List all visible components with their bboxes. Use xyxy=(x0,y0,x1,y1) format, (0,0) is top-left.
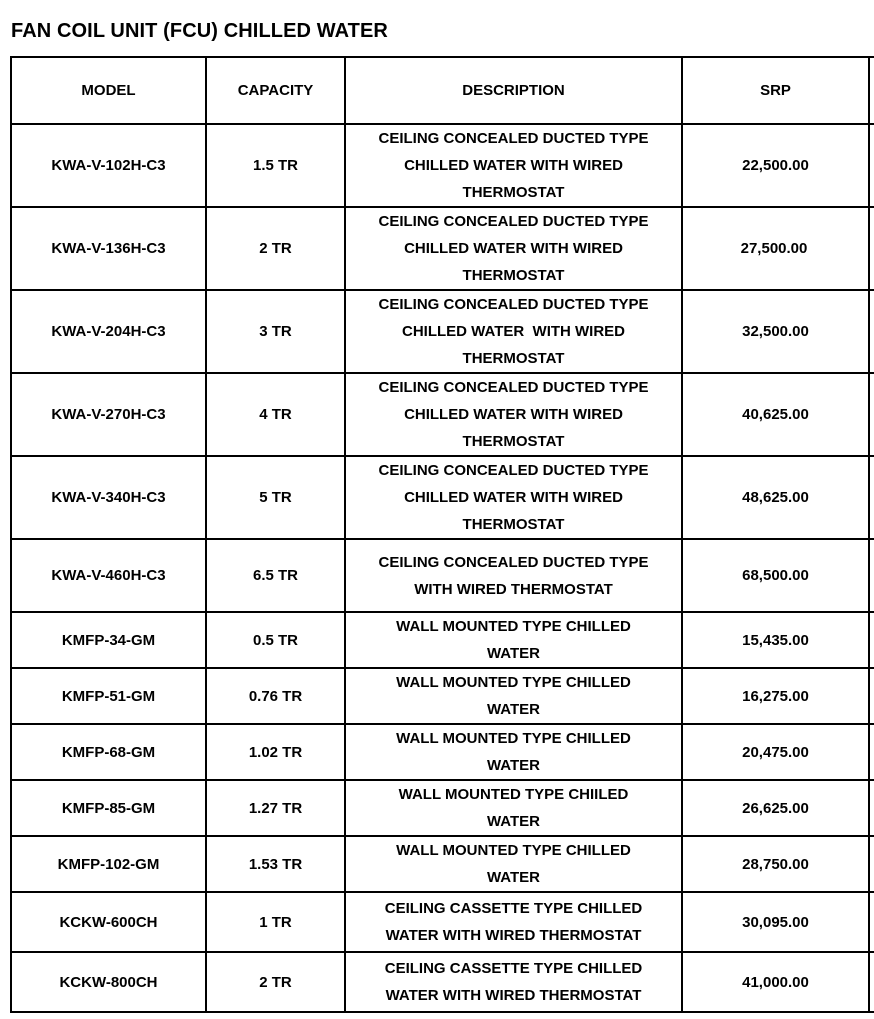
extra-cell xyxy=(869,780,874,836)
srp-cell: 15,435.00 xyxy=(682,612,869,668)
capacity-cell: 1.27 TR xyxy=(206,780,345,836)
table-row xyxy=(11,892,874,952)
capacity-cell: 1.02 TR xyxy=(206,724,345,780)
srp-cell: 22,500.00 xyxy=(682,124,869,207)
capacity-cell: 1.53 TR xyxy=(206,836,345,892)
extra-cell xyxy=(869,456,874,539)
description-cell xyxy=(345,612,682,668)
description-line: CEILING CONCEALED DUCTED TYPE xyxy=(378,213,649,230)
description-line: WALL MOUNTED TYPE CHILLED xyxy=(396,730,631,747)
description-line: THERMOSTAT xyxy=(462,350,565,367)
description-line: WATER WITH WIRED THERMOSTAT xyxy=(385,987,642,1004)
header-description: DESCRIPTION xyxy=(345,57,682,124)
capacity-cell: 5 TR xyxy=(206,456,345,539)
extra-cell xyxy=(869,373,874,456)
model-cell: KWA-V-270H-C3 xyxy=(11,373,206,456)
model-cell: KWA-V-204H-C3 xyxy=(11,290,206,373)
capacity-cell: 0.5 TR xyxy=(206,612,345,668)
capacity-cell: 3 TR xyxy=(206,290,345,373)
extra-cell xyxy=(869,724,874,780)
description-line: THERMOSTAT xyxy=(462,267,565,284)
extra-cell xyxy=(869,207,874,290)
description-cell xyxy=(345,780,682,836)
srp-cell: 28,750.00 xyxy=(682,836,869,892)
description-line: WATER xyxy=(486,701,541,718)
description-line: CEILING CONCEALED DUCTED TYPE xyxy=(378,379,649,396)
table-row xyxy=(11,207,874,290)
price-table xyxy=(10,56,874,1013)
description-line: CHILLED WATER WITH WIRED xyxy=(404,489,623,506)
page-title: FAN COIL UNIT (FCU) CHILLED WATER xyxy=(11,20,388,42)
model-cell: KCKW-800CH xyxy=(11,952,206,1012)
description-line: WATER xyxy=(486,813,541,830)
srp-cell: 48,625.00 xyxy=(682,456,869,539)
description-line: CEILING CONCEALED DUCTED TYPE xyxy=(378,296,649,313)
model-cell: KMFP-68-GM xyxy=(11,724,206,780)
description-cell xyxy=(345,124,682,207)
description-line: WALL MOUNTED TYPE CHILLED xyxy=(396,618,631,635)
table-row xyxy=(11,124,874,207)
extra-cell xyxy=(869,612,874,668)
srp-cell: 26,625.00 xyxy=(682,780,869,836)
model-cell: KWA-V-102H-C3 xyxy=(11,124,206,207)
capacity-cell: 0.76 TR xyxy=(206,668,345,724)
table-row xyxy=(11,290,874,373)
description-line: WALL MOUNTED TYPE CHIILED xyxy=(398,786,629,803)
capacity-cell: 1 TR xyxy=(206,892,345,952)
extra-cell xyxy=(869,836,874,892)
description-line: CEILING CONCEALED DUCTED TYPE xyxy=(378,130,649,147)
model-cell: KWA-V-136H-C3 xyxy=(11,207,206,290)
table-row xyxy=(11,724,874,780)
capacity-cell: 4 TR xyxy=(206,373,345,456)
srp-cell: 41,000.00 xyxy=(682,952,869,1012)
srp-cell: 27,500.00 xyxy=(682,207,869,290)
header-model: MODEL xyxy=(11,57,206,124)
model-cell: KWA-V-460H-C3 xyxy=(11,539,206,612)
description-line: WATER xyxy=(486,757,541,774)
extra-cell xyxy=(869,539,874,612)
description-cell xyxy=(345,539,682,612)
description-line: WATER xyxy=(486,645,541,662)
description-cell xyxy=(345,892,682,952)
description-line: WATER xyxy=(486,869,541,886)
table-row xyxy=(11,456,874,539)
table-row xyxy=(11,612,874,668)
description-line: CHILLED WATER WITH WIRED xyxy=(404,157,623,174)
description-line: WALL MOUNTED TYPE CHILLED xyxy=(396,674,631,691)
extra-cell xyxy=(869,892,874,952)
model-cell: KMFP-51-GM xyxy=(11,668,206,724)
table-row xyxy=(11,373,874,456)
description-line: WATER WITH WIRED THERMOSTAT xyxy=(385,927,642,944)
extra-cell xyxy=(869,290,874,373)
table-row xyxy=(11,952,874,1012)
capacity-cell: 2 TR xyxy=(206,952,345,1012)
description-line: CHILLED WATER WITH WIRED xyxy=(401,323,626,340)
srp-cell: 16,275.00 xyxy=(682,668,869,724)
model-cell: KMFP-102-GM xyxy=(11,836,206,892)
model-cell: KMFP-34-GM xyxy=(11,612,206,668)
description-cell xyxy=(345,724,682,780)
description-line: WITH WIRED THERMOSTAT xyxy=(414,580,613,598)
description-cell xyxy=(345,836,682,892)
extra-cell xyxy=(869,952,874,1012)
table-header-row xyxy=(11,57,874,124)
description-line: WALL MOUNTED TYPE CHILLED xyxy=(396,842,631,859)
description-line: CEILING CONCEALED DUCTED TYPE xyxy=(378,462,649,479)
table-row xyxy=(11,539,874,612)
srp-cell: 68,500.00 xyxy=(682,539,869,612)
description-line: CHILLED WATER WITH WIRED xyxy=(404,240,623,257)
header-capacity: CAPACITY xyxy=(206,57,345,124)
extra-cell xyxy=(869,124,874,207)
description-cell xyxy=(345,207,682,290)
model-cell: KMFP-85-GM xyxy=(11,780,206,836)
model-cell: KCKW-600CH xyxy=(11,892,206,952)
capacity-cell: 1.5 TR xyxy=(206,124,345,207)
model-cell: KWA-V-340H-C3 xyxy=(11,456,206,539)
description-cell xyxy=(345,290,682,373)
srp-cell: 32,500.00 xyxy=(682,290,869,373)
description-line: CHILLED WATER WITH WIRED xyxy=(404,406,623,423)
header-extra xyxy=(869,57,874,124)
description-line: THERMOSTAT xyxy=(462,433,565,450)
description-line: CEILING CASSETTE TYPE CHILLED xyxy=(384,960,643,977)
srp-cell: 20,475.00 xyxy=(682,724,869,780)
description-cell xyxy=(345,373,682,456)
header-srp: SRP xyxy=(682,57,869,124)
table-row xyxy=(11,668,874,724)
extra-cell xyxy=(869,668,874,724)
description-line: THERMOSTAT xyxy=(462,184,565,201)
description-line: THERMOSTAT xyxy=(462,516,565,533)
table-row xyxy=(11,780,874,836)
table-row xyxy=(11,836,874,892)
description-line: CEILING CONCEALED DUCTED TYPE xyxy=(378,553,649,571)
description-cell xyxy=(345,952,682,1012)
srp-cell: 30,095.00 xyxy=(682,892,869,952)
description-line: CEILING CASSETTE TYPE CHILLED xyxy=(384,900,643,917)
description-cell xyxy=(345,456,682,539)
srp-cell: 40,625.00 xyxy=(682,373,869,456)
capacity-cell: 2 TR xyxy=(206,207,345,290)
description-cell xyxy=(345,668,682,724)
capacity-cell: 6.5 TR xyxy=(206,539,345,612)
